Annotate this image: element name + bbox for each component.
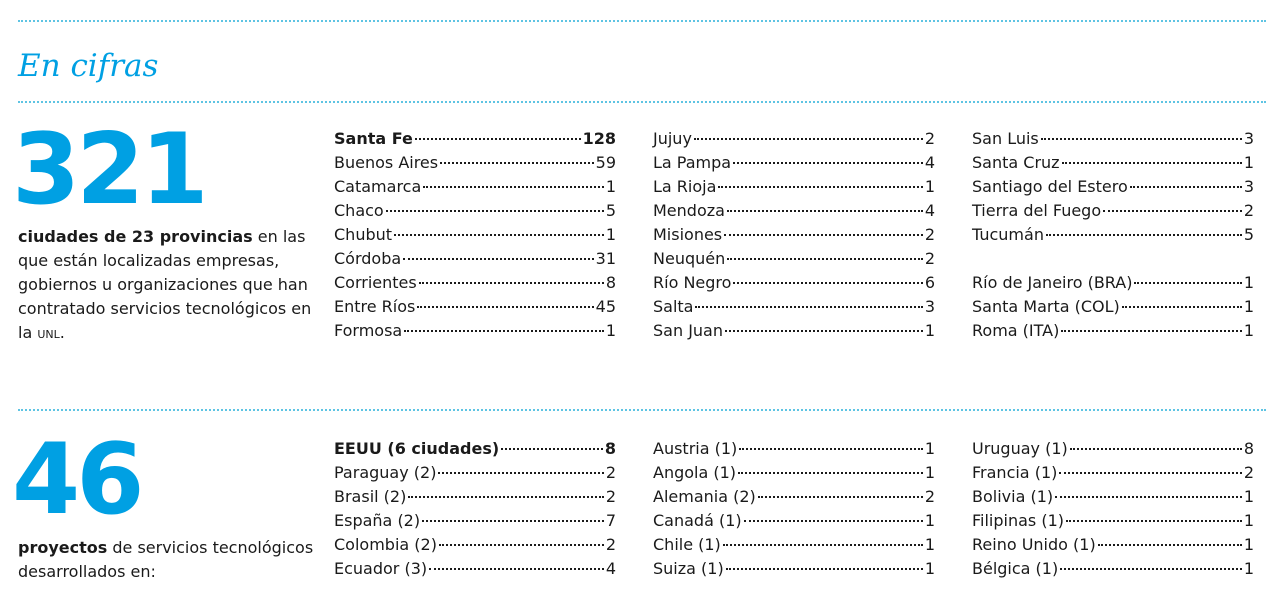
country-row-name: España (2) — [334, 511, 421, 530]
country-row-count: 1 — [1243, 511, 1254, 530]
dot-leader — [733, 162, 923, 164]
country-row-name: Canadá (1) — [653, 511, 742, 530]
country-row — [653, 485, 935, 509]
province-row-name: Tucumán — [972, 225, 1044, 244]
country-row-count: 8 — [1243, 439, 1254, 458]
province-row — [972, 199, 1254, 223]
dot-leader — [403, 258, 593, 260]
province-row — [972, 151, 1254, 175]
province-row-name: Santa Marta (COL) — [972, 297, 1120, 316]
province-row — [972, 319, 1254, 343]
province-row-count: 1 — [924, 177, 935, 196]
dot-leader — [724, 234, 923, 236]
dot-leader — [726, 568, 923, 570]
province-row-count: 3 — [1243, 129, 1254, 148]
province-row-name: Mendoza — [653, 201, 725, 220]
country-row-name: Francia (1) — [972, 463, 1058, 482]
dot-leader — [1098, 544, 1242, 546]
country-row-name: Suiza (1) — [653, 559, 724, 578]
province-row-count: 1 — [1243, 297, 1254, 316]
country-row — [972, 461, 1254, 485]
province-row-name: Salta — [653, 297, 694, 316]
province-row — [334, 319, 616, 343]
dot-leader — [1134, 282, 1241, 284]
dot-leader — [723, 544, 923, 546]
country-row-name: Colombia (2) — [334, 535, 437, 554]
dot-leader — [733, 282, 922, 284]
country-row-name: Bolivia (1) — [972, 487, 1054, 506]
dot-leader — [1103, 210, 1242, 212]
projects-description-strong: proyectos — [18, 538, 108, 557]
province-row-count: 31 — [595, 249, 616, 268]
dot-leader — [423, 186, 604, 188]
section-title: En cifras — [18, 48, 159, 84]
projects-column-3 — [972, 437, 1254, 581]
country-row-count: 8 — [604, 439, 616, 458]
province-row-count: 1 — [605, 225, 616, 244]
top-divider — [18, 20, 1266, 22]
province-row — [334, 127, 616, 151]
province-row-count: 8 — [605, 273, 616, 292]
province-row-count: 1 — [605, 177, 616, 196]
dot-leader — [417, 306, 593, 308]
country-row-count: 1 — [924, 535, 935, 554]
province-row-name: Chubut — [334, 225, 393, 244]
province-row — [334, 199, 616, 223]
dot-leader — [404, 330, 604, 332]
province-row-count: 1 — [605, 321, 616, 340]
cities-description-end: . — [59, 323, 65, 342]
country-row — [653, 509, 935, 533]
province-row-name: Corrientes — [334, 273, 417, 292]
country-row-name: EEUU (6 ciudades) — [334, 439, 500, 458]
dot-leader — [725, 330, 923, 332]
cities-column-1 — [334, 127, 616, 343]
country-row — [972, 533, 1254, 557]
dot-leader — [440, 162, 594, 164]
dot-leader — [758, 496, 923, 498]
country-row-name: Ecuador (3) — [334, 559, 428, 578]
dot-leader — [408, 496, 603, 498]
dot-leader — [1061, 330, 1241, 332]
dot-leader — [1130, 186, 1242, 188]
country-row-name: Bélgica (1) — [972, 559, 1059, 578]
country-row-count: 1 — [924, 559, 935, 578]
country-row — [334, 485, 616, 509]
country-row-count: 1 — [1243, 487, 1254, 506]
projects-column-2 — [653, 437, 935, 581]
province-row-count: 2 — [924, 225, 935, 244]
province-row-count: 1 — [1243, 273, 1254, 292]
province-row — [653, 151, 935, 175]
dot-leader — [501, 448, 603, 450]
cities-column-3 — [972, 127, 1254, 343]
province-row-name: Neuquén — [653, 249, 726, 268]
country-row — [653, 533, 935, 557]
province-row-count: 5 — [1243, 225, 1254, 244]
province-row-count: 4 — [924, 153, 935, 172]
dot-leader — [739, 448, 923, 450]
projects-big-number: 46 — [12, 423, 141, 537]
dot-leader — [1066, 520, 1242, 522]
country-row-name: Angola (1) — [653, 463, 737, 482]
cities-column-2 — [653, 127, 935, 343]
province-row — [653, 175, 935, 199]
country-row-name: Alemania (2) — [653, 487, 756, 506]
country-row-count: 1 — [1243, 559, 1254, 578]
dot-leader — [1070, 448, 1242, 450]
country-row — [334, 437, 616, 461]
dot-leader — [415, 138, 581, 140]
country-row-count: 2 — [924, 487, 935, 506]
province-row-count: 1 — [1243, 321, 1254, 340]
province-row-name: La Rioja — [653, 177, 717, 196]
country-row-count: 4 — [605, 559, 616, 578]
projects-description — [18, 536, 318, 584]
country-row-name: Filipinas (1) — [972, 511, 1065, 530]
cities-description-strong: ciudades de 23 provincias — [18, 227, 253, 246]
country-row — [972, 557, 1254, 581]
province-row — [972, 223, 1254, 247]
country-row — [653, 437, 935, 461]
country-row-name: Paraguay (2) — [334, 463, 437, 482]
dot-leader — [438, 472, 603, 474]
province-row-name: Santa Cruz — [972, 153, 1060, 172]
province-row — [972, 271, 1254, 295]
province-row-name: San Juan — [653, 321, 723, 340]
dot-leader — [1062, 162, 1242, 164]
dot-leader — [744, 520, 923, 522]
country-row-name: Brasil (2) — [334, 487, 407, 506]
province-row-name: Buenos Aires — [334, 153, 439, 172]
province-row — [653, 127, 935, 151]
country-row-count: 7 — [605, 511, 616, 530]
country-row-count: 2 — [605, 535, 616, 554]
province-row-name: Entre Ríos — [334, 297, 416, 316]
dot-leader — [419, 282, 604, 284]
country-row-count: 2 — [605, 487, 616, 506]
province-row — [653, 271, 935, 295]
province-row-count: 2 — [924, 249, 935, 268]
province-row-count: 5 — [605, 201, 616, 220]
block-divider — [18, 409, 1266, 411]
province-row-count: 3 — [1243, 177, 1254, 196]
province-row — [653, 295, 935, 319]
province-row-name: Córdoba — [334, 249, 402, 268]
province-row — [334, 175, 616, 199]
province-row-name: Tierra del Fuego — [972, 201, 1102, 220]
country-row-name: Austria (1) — [653, 439, 738, 458]
country-row-count: 1 — [924, 463, 935, 482]
province-row-name: Santiago del Estero — [972, 177, 1128, 196]
province-row-count: 4 — [924, 201, 935, 220]
country-row — [653, 461, 935, 485]
country-row-name: Uruguay (1) — [972, 439, 1068, 458]
country-row-count: 1 — [1243, 535, 1254, 554]
title-divider — [18, 101, 1266, 103]
province-row-count: 45 — [595, 297, 616, 316]
province-row — [972, 175, 1254, 199]
dot-leader — [429, 568, 604, 570]
country-row — [334, 557, 616, 581]
province-row — [334, 223, 616, 247]
dot-leader — [738, 472, 923, 474]
dot-leader — [1055, 496, 1242, 498]
country-row-count: 2 — [1243, 463, 1254, 482]
projects-column-1 — [334, 437, 616, 581]
province-row — [334, 295, 616, 319]
dot-leader — [727, 210, 923, 212]
country-row — [334, 509, 616, 533]
dot-leader — [386, 210, 604, 212]
province-row-name: Río de Janeiro (BRA) — [972, 273, 1133, 292]
province-row — [653, 319, 935, 343]
projects-description-text: de servicios tecnológicos desarrollados en: — [18, 538, 314, 581]
province-row — [972, 295, 1254, 319]
province-row-name: Catamarca — [334, 177, 422, 196]
dot-leader — [1060, 568, 1242, 570]
country-row-count: 1 — [924, 511, 935, 530]
cities-big-number: 321 — [12, 113, 205, 227]
province-row — [653, 223, 935, 247]
country-row-count: 1 — [924, 439, 935, 458]
province-row-count: 59 — [595, 153, 616, 172]
dot-leader — [439, 544, 604, 546]
province-row-name: Misiones — [653, 225, 723, 244]
dot-leader — [1041, 138, 1242, 140]
dot-leader — [422, 520, 604, 522]
cities-description-abbr: unl — [37, 323, 60, 342]
country-row — [653, 557, 935, 581]
province-row-name: Santa Fe — [334, 129, 413, 148]
dot-leader — [695, 306, 922, 308]
dot-leader — [727, 258, 923, 260]
province-row — [653, 199, 935, 223]
country-row — [972, 509, 1254, 533]
cities-description-text: en las que están localizadas empresas, gobiernos u organizaciones que han contratado servicios tecnológicos en la — [18, 227, 312, 342]
province-row-name: Formosa — [334, 321, 403, 340]
province-row-count: 6 — [924, 273, 935, 292]
cities-description — [18, 225, 318, 345]
province-row-count: 128 — [582, 129, 616, 148]
province-row-count: 1 — [924, 321, 935, 340]
province-row-name: La Pampa — [653, 153, 732, 172]
province-row-count: 2 — [924, 129, 935, 148]
dot-leader — [694, 138, 923, 140]
country-row — [972, 485, 1254, 509]
dot-leader — [1046, 234, 1242, 236]
province-row-count: 2 — [1243, 201, 1254, 220]
province-row — [334, 151, 616, 175]
dot-leader — [1122, 306, 1242, 308]
dot-leader — [718, 186, 922, 188]
country-row — [972, 437, 1254, 461]
province-row-count: 1 — [1243, 153, 1254, 172]
list-spacer — [972, 247, 1254, 271]
province-row-count: 3 — [924, 297, 935, 316]
province-row-name: San Luis — [972, 129, 1039, 148]
province-row — [334, 247, 616, 271]
country-row-count: 2 — [605, 463, 616, 482]
province-row — [334, 271, 616, 295]
province-row-name: Jujuy — [653, 129, 692, 148]
dot-leader — [1059, 472, 1241, 474]
country-row — [334, 533, 616, 557]
country-row-name: Chile (1) — [653, 535, 721, 554]
province-row — [972, 127, 1254, 151]
province-row-name: Río Negro — [653, 273, 732, 292]
province-row-name: Chaco — [334, 201, 384, 220]
country-row-name: Reino Unido (1) — [972, 535, 1096, 554]
dot-leader — [394, 234, 604, 236]
province-row-name: Roma (ITA) — [972, 321, 1060, 340]
country-row — [334, 461, 616, 485]
province-row — [653, 247, 935, 271]
